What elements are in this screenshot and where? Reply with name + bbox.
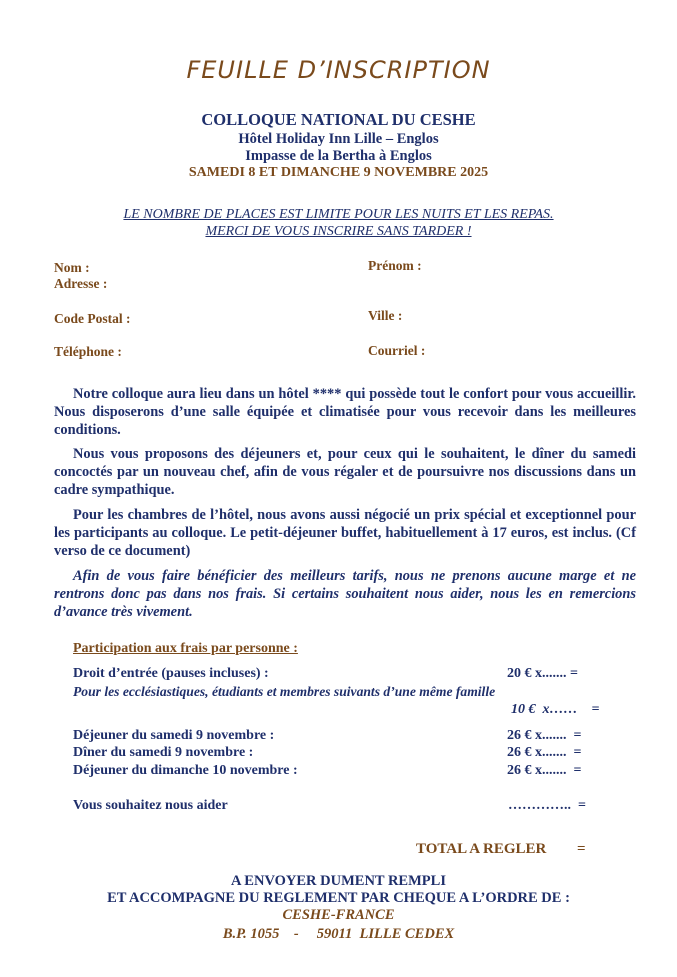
telephone-label: Téléphone : (54, 344, 122, 359)
paragraph-4: Afin de vous faire bénéficier des meilleurs tarifs, nous ne prenons aucune marge et ne rentrons donc pas dans nos frais. Si certains souhaitent nous aider, nous les en remercions d’avance très vivement. (54, 568, 636, 620)
footer-line-1: A ENVOYER DUMENT REMPLI (231, 873, 446, 889)
event-dates: SAMEDI 8 ET DIMANCHE 9 NOVEMBRE 2025 (188, 165, 489, 180)
droit-price: 20 € x....... = (507, 666, 578, 681)
dej-sam-price: 26 € x....... = (507, 728, 582, 743)
nom-label: Nom : (54, 260, 90, 275)
footer-payee: CESHE-FRANCE (282, 907, 395, 923)
warning-line-1: LE NOMBRE DE PLACES EST LIMITE POUR LES NUITS ET LES REPAS. (123, 207, 554, 222)
reduit-label: Pour les ecclésiastiques, étudiants et membres suivants d’une même famille (73, 684, 496, 699)
din-sam-price: 26 € x....... = (507, 745, 582, 760)
dej-dim-label: Déjeuner du dimanche 10 novembre : (73, 763, 298, 778)
prenom-label: Prénom : (368, 258, 422, 273)
page-title: FEUILLE D’INSCRIPTION (186, 56, 491, 84)
total-equals: = (577, 841, 586, 857)
droit-label: Droit d’entrée (pauses incluses) : (73, 666, 269, 681)
footer-address: B.P. 1055 - 59011 LILLE CEDEX (222, 926, 455, 942)
aide-label: Vous souhaitez nous aider (73, 798, 228, 813)
paragraph-2: Nous vous proposons des déjeuners et, pour ceux qui le souhaitent, le dîner du samedi concoctés par un nouveau chef, afin de vous régaler et de poursuivre nos discussions dans un cadre sympathique. (54, 446, 636, 498)
adresse-label: Adresse : (54, 276, 108, 291)
din-sam-label: Dîner du samedi 9 novembre : (73, 745, 254, 760)
dej-dim-price: 26 € x....... = (507, 763, 582, 778)
courriel-label: Courriel : (368, 343, 426, 358)
reduit-price: 10 € x…… = (511, 702, 600, 717)
aide-price: ………….. = (508, 798, 586, 813)
ville-label: Ville : (368, 308, 403, 323)
total-label: TOTAL A REGLER (416, 841, 547, 857)
paragraph-3: Pour les chambres de l’hôtel, nous avons aussi négocié un prix spécial et exceptionnel pour les participants au colloque. Le petit-déjeuner buffet, habituellement à 17 euros, est inclus. (Cf verso de ce document) (54, 507, 636, 559)
participation-heading: Participation aux frais par personne : (73, 641, 298, 656)
dej-sam-label: Déjeuner du samedi 9 novembre : (73, 728, 275, 743)
code-postal-label: Code Postal : (54, 311, 131, 326)
warning-line-2: MERCI DE VOUS INSCRIRE SANS TARDER ! (205, 224, 472, 239)
event-title: COLLOQUE NATIONAL DU CESHE (201, 110, 476, 129)
footer-line-2: ET ACCOMPAGNE DU REGLEMENT PAR CHEQUE A L’ORDRE DE : (107, 890, 570, 906)
hotel-address: Impasse de la Bertha à Englos (245, 148, 432, 164)
paragraph-1: Notre colloque aura lieu dans un hôtel **** qui possède tout le confort pour vous accueillir. Nous disposerons d’une salle équipée et climatisée pour vous recevoir dans les meilleures conditions. (54, 386, 636, 438)
hotel-name: Hôtel Holiday Inn Lille – Englos (238, 131, 439, 147)
